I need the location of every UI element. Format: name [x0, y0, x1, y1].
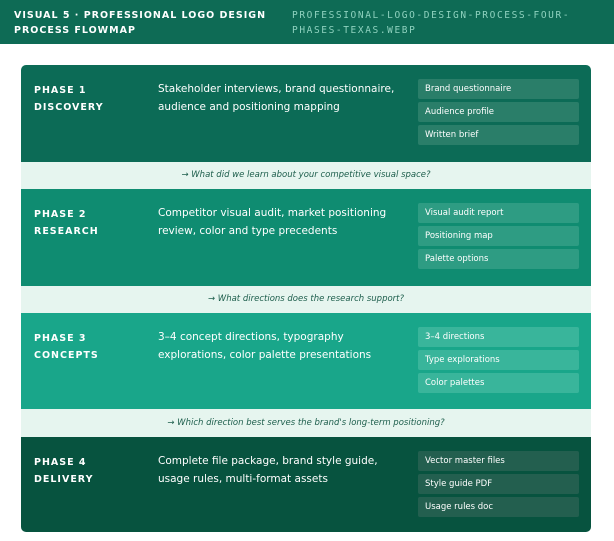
phase-1-number: PHASE 1: [34, 85, 87, 96]
phase-3-name: CONCEPTS: [34, 350, 99, 361]
phase-1-deliverables: [418, 79, 579, 148]
deliverable-chip: Color palettes: [418, 373, 579, 393]
phase-3-deliverables: [418, 327, 579, 396]
phase-3-block: [21, 313, 591, 409]
phase-2-block: [21, 189, 591, 286]
phase-3-label: [34, 330, 144, 364]
transition-question-2: → What directions does the research support?: [21, 286, 591, 313]
phase-4-description: Complete file package, brand style guide, usage rules, multi-format assets: [158, 455, 378, 485]
deliverable-chip: Audience profile: [418, 102, 579, 122]
phase-4-block: [21, 437, 591, 532]
phase-1-name: DISCOVERY: [34, 102, 104, 113]
deliverable-chip: Vector master files: [418, 451, 579, 471]
transition-question-1: → What did we learn about your competitive visual space?: [21, 162, 591, 189]
deliverable-chip: 3–4 directions: [418, 327, 579, 347]
phase-2-description: Competitor visual audit, market positioning review, color and type precedents: [158, 207, 387, 237]
deliverable-chip: Visual audit report: [418, 203, 579, 223]
deliverable-chip: Style guide PDF: [418, 474, 579, 494]
phase-1-label: [34, 82, 144, 116]
deliverable-chip: Positioning map: [418, 226, 579, 246]
phase-4-number: PHASE 4: [34, 457, 87, 468]
deliverable-chip: Brand questionnaire: [418, 79, 579, 99]
filename-label: PROFESSIONAL-LOGO-DESIGN-PROCESS-FOUR-PHASES-TEXAS.WEBP: [292, 10, 571, 36]
phase-1-description: Stakeholder interviews, brand questionnaire, audience and positioning mapping: [158, 83, 395, 113]
phase-2-label: [34, 206, 144, 240]
deliverable-chip: Palette options: [418, 249, 579, 269]
phase-2-deliverables: [418, 203, 579, 272]
phase-3-description: 3–4 concept directions, typography explorations, color palette presentations: [158, 331, 372, 361]
phase-3-number: PHASE 3: [34, 333, 87, 344]
visual-title: VISUAL 5 · PROFESSIONAL LOGO DESIGN PROCESS FLOWMAP: [14, 10, 267, 36]
phase-1-block: [21, 65, 591, 162]
deliverable-chip: Written brief: [418, 125, 579, 145]
deliverable-chip: Type explorations: [418, 350, 579, 370]
transition-question-3: → Which direction best serves the brand's long-term positioning?: [21, 409, 591, 437]
deliverable-chip: Usage rules doc: [418, 497, 579, 517]
phase-2-name: RESEARCH: [34, 226, 99, 237]
flowmap-card: [21, 65, 591, 532]
phase-2-number: PHASE 2: [34, 209, 87, 220]
phase-4-label: [34, 454, 144, 488]
phase-4-name: DELIVERY: [34, 474, 94, 485]
phase-4-deliverables: [418, 451, 579, 520]
header-bar: [0, 0, 614, 44]
